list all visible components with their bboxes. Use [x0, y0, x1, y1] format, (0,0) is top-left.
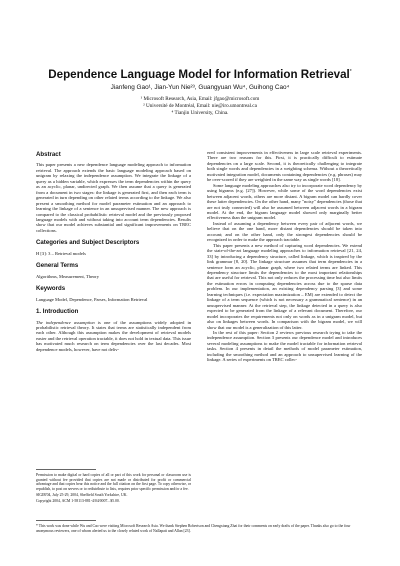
right-column — [207, 150, 362, 363]
footnote-divider — [36, 520, 96, 521]
footnote: * This work was done while Wu and Cao were visiting Microsoft Research Asia. We thank Stephen Robertson and Chengxiang Zhai for their comments on early drafts of the paper. Thanks also go to the four anonymous reviewers, one of whom alerted us to the closely related work of Nallapati and Allan [23]. — [36, 524, 351, 533]
right-paragraph-4: This paper presents a new method of capturing word dependencies. We extend the state-of-the-art language modeling approaches to information retrieval [21, 24, 33] by introducing a dependency structure, called linkage, which is inspired by the link grammar [8, 20]. The linkage structure assumes that term dependencies in a sentence form an acyclic, planar graph, where two related terms are linked. This dependency structure limits the dependencies to the most important relationships that are useful for retrieval. This not only reduces the processing time but also limits the estimation errors in computing dependencies across due to the sparse data problem. In our implementation, an existing dependency parsing [3] and some learning techniques (i.e. expectation maximization – EM) are extended to detect the linkage of a term sequence (which is not necessary a grammatical sentence) in an unsupervised manner. At the retrieval step, the linkage detected in a query is also expected to be generated from the linkage of a relevant document. Therefore, our model incorporates the requirements not only on words as in a unigram model, but also on linkages between words. In comparison with the bigram model, we will show that our model is a generalization of this latter. — [207, 242, 362, 330]
affiliation-2: ² Université de Montréal, Email: nie@iro.umontreal.ca — [143, 103, 257, 109]
right-paragraph-1: ered consistent improvements in effectiveness in large scale retrieval experiments. There are two reasons for this. First, it is practically difficult to estimate dependencies on a large scale. Second, it is theoretically challenging to integrate both single words and dependencies in a weighting schema. Without a theoretically motivated integration model, documents containing dependencies (e.g. phrases) may be over-scored if they are weighted in the same way as single words [18]. — [207, 150, 362, 183]
right-paragraph-5: In the rest of this paper: Section 2 reviews previous research trying to take the independence assumption. Section 3 presents our dependence model and introduces several modeling assumptions to make the model tractable for information retrieval tasks. Section 4 presents in detail the methods of model parameter estimation, including the smoothing method and an approach to unsupervised learning of the linkage. A series of experiments on TREC collec- — [207, 329, 362, 363]
categories-heading: Categories and Subject Descriptors — [36, 239, 140, 247]
categories-text: H [3]: 3 – Retrieval models — [36, 250, 86, 256]
copyright-divider — [36, 469, 96, 470]
right-paragraph-3: Instead of assuming a dependency between every pair of adjacent words, we believe that on the one hand, more distant dependencies should be taken into account; and on the other hand, only the strongest dependencies should be recognized in order to make the approach tractable. — [207, 220, 362, 243]
copyright-permission: Permission to make digital or hard copies of all or part of this work for personal or classroom use is granted without fee provided that copies are not made or distributed for profit or commercial advantage and that copies bear this notice and the full citation on the first page. To copy otherwise, or republish, to post on servers or to redistribute to lists, requires prior specific permission and/or a fee. — [36, 473, 191, 492]
affiliation-1: ¹ Microsoft Research, Asia, Email: jfgao@microsoft.com — [140, 96, 260, 102]
abstract-text: This paper presents a new dependence language modeling approach to information retrieval. The approach extends the basic language modeling approach based on unigram by relaxing the independence assumption. We integrate the linkage of a query as a hidden variable, which expresses the term dependencies within the query as an acyclic, planar, undirected graph. We then assume that a query is generated from a document in two stages: the linkage is generated first, and then each term is generated in turn depending on other related terms according to the linkage. We also present a smoothing method for model parameter estimation and an approach to learning the linkage of a sentence in an unsupervised manner. The new approach is compared to the classical probabilistic retrieval model and the previously proposed language models with and without taking into account term dependencies. Results show that our model achieves substantial and significant improvements on TREC collections. — [36, 162, 191, 233]
keywords-text: Language Model, Dependence, Parses, Information Retrieval — [36, 296, 148, 302]
introduction-text — [36, 320, 191, 353]
left-column — [36, 152, 191, 352]
general-terms-text: Algorithms, Measurement, Theory — [36, 273, 100, 279]
copyright-notice: Copyright 2004, ACM 1-58113-881-4/04/0007...$5.00. — [36, 498, 120, 503]
copyright-block — [36, 473, 191, 504]
affiliations — [0, 96, 400, 117]
right-paragraph-2: Some language modeling approaches also try to incorporate word dependency by using bigrams (e.g. [27]). However, while some of the word dependencies exist between adjacent words, others are more distant. A bigram model can hardly cover these latter dependencies. On the other hand, many "noisy" dependencies (those that are not truly connected) will also be assumed between adjacent words in a bigram model. At the end, the bigram language model showed only marginally better effectiveness than the unigram model. — [207, 182, 362, 221]
introduction-heading: 1. Introduction — [36, 308, 79, 316]
copyright-venue: SIGIR'04, July 25-29, 2004, Sheffield South Yorkshire, UK. — [36, 492, 128, 497]
title-footnote-mark: * — [349, 69, 352, 76]
abstract-heading: Abstract — [36, 151, 61, 158]
keywords-heading: Keywords — [36, 285, 66, 293]
general-terms-heading: General Terms — [36, 262, 79, 270]
paper-title — [0, 68, 400, 81]
affiliation-3: ⁴ Tianjin University, China. — [171, 110, 229, 116]
introduction-body: is one of the assumptions widely adopted in probabilistic retrieval theory. It states that terms are statistically independent from each other. Although this assumption makes the development of retrieval models easier and the retrieval operation tractable, it does not hold in textual data. This issue has motivated much research on term dependencies over the last decades. Most dependence models, however, have not deliv- — [36, 319, 191, 352]
introduction-italic: The independence assumption — [36, 319, 95, 325]
paper-title-text: Dependence Language Model for Information Retrieval — [48, 68, 350, 81]
author-list: Jianfeng Gao¹, Jian-Yun Nie²³, Guangyuan Wu⁴, Guihong Cao⁴ — [110, 84, 290, 91]
